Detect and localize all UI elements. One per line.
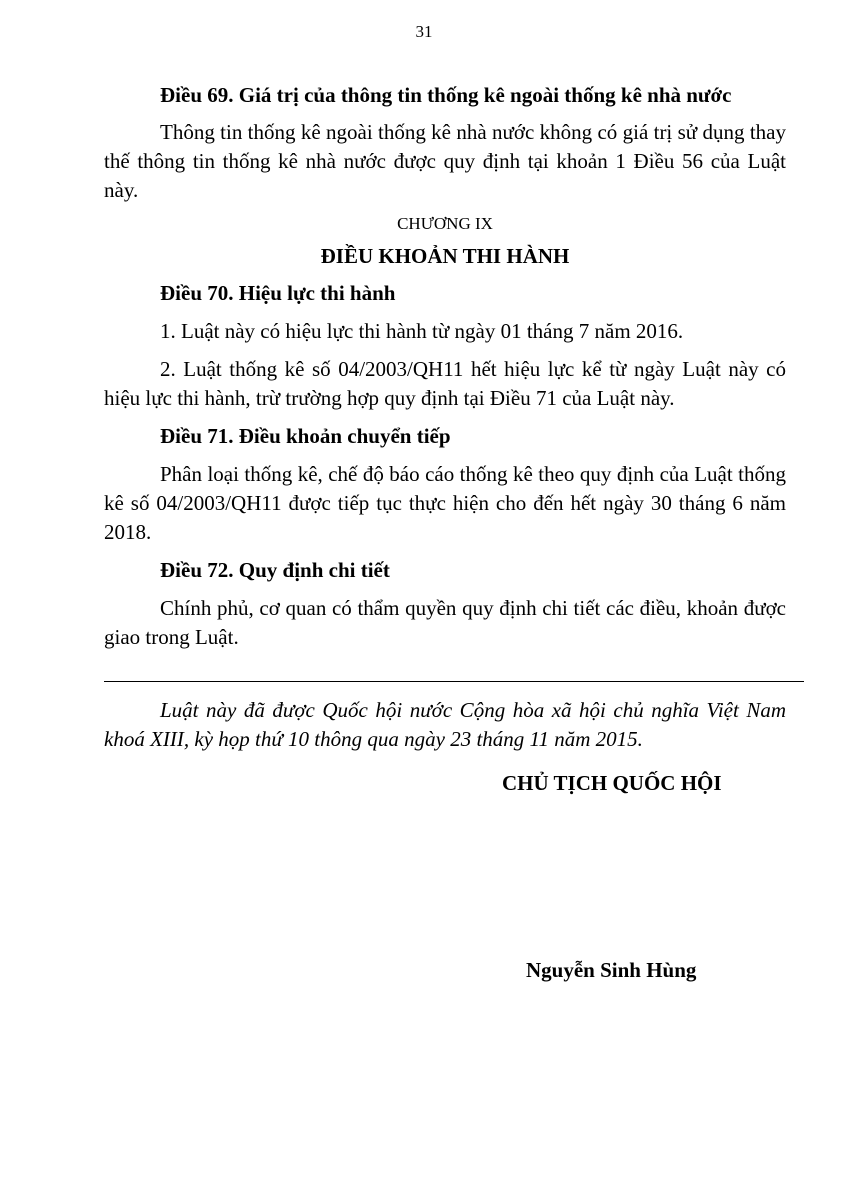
article-71-heading: Điều 71. Điều khoản chuyển tiếp — [160, 424, 451, 448]
article-72-body: Chính phủ, cơ quan có thẩm quyền quy định chi tiết các điều, khoản được giao trong Luật. — [104, 596, 786, 649]
section-divider — [104, 681, 804, 682]
article-70-clause-1: 1. Luật này có hiệu lực thi hành từ ngày 01 tháng 7 năm 2016. — [160, 319, 684, 343]
article-69-body: Thông tin thống kê ngoài thống kê nhà nước không có giá trị sử dụng thay thế thông tin thống kê nhà nước được quy định tại khoản 1 Điều 56 của Luật này. — [104, 120, 786, 202]
article-71-body: Phân loại thống kê, chế độ báo cáo thống kê theo quy định của Luật thống kê số 04/2003/QH11 được tiếp tục thực hiện cho đến hết ngày 30 tháng 6 năm 2018. — [104, 462, 786, 544]
document-body — [104, 81, 786, 652]
chapter-title: ĐIỀU KHOẢN THI HÀNH — [320, 244, 570, 268]
chapter-label: CHƯƠNG IX — [397, 214, 493, 233]
article-70-heading: Điều 70. Hiệu lực thi hành — [160, 281, 396, 305]
signatory-title: CHỦ TỊCH QUỐC HỘI — [502, 771, 722, 795]
article-72-heading: Điều 72. Quy định chi tiết — [160, 558, 390, 582]
article-69-heading: Điều 69. Giá trị của thông tin thống kê ngoài thống kê nhà nước — [160, 83, 732, 107]
article-70-clause-2: 2. Luật thống kê số 04/2003/QH11 hết hiệu lực kể từ ngày Luật này có hiệu lực thi hành, trừ trường hợp quy định tại Điều 71 của Luật này. — [104, 357, 786, 410]
signatory-name: Nguyễn Sinh Hùng — [526, 958, 697, 982]
closing-statement: Luật này đã được Quốc hội nước Cộng hòa xã hội chủ nghĩa Việt Nam khoá XIII, kỳ họp thứ 10 thông qua ngày 23 tháng 11 năm 2015. — [104, 698, 786, 751]
page-number: 31 — [415, 22, 433, 41]
